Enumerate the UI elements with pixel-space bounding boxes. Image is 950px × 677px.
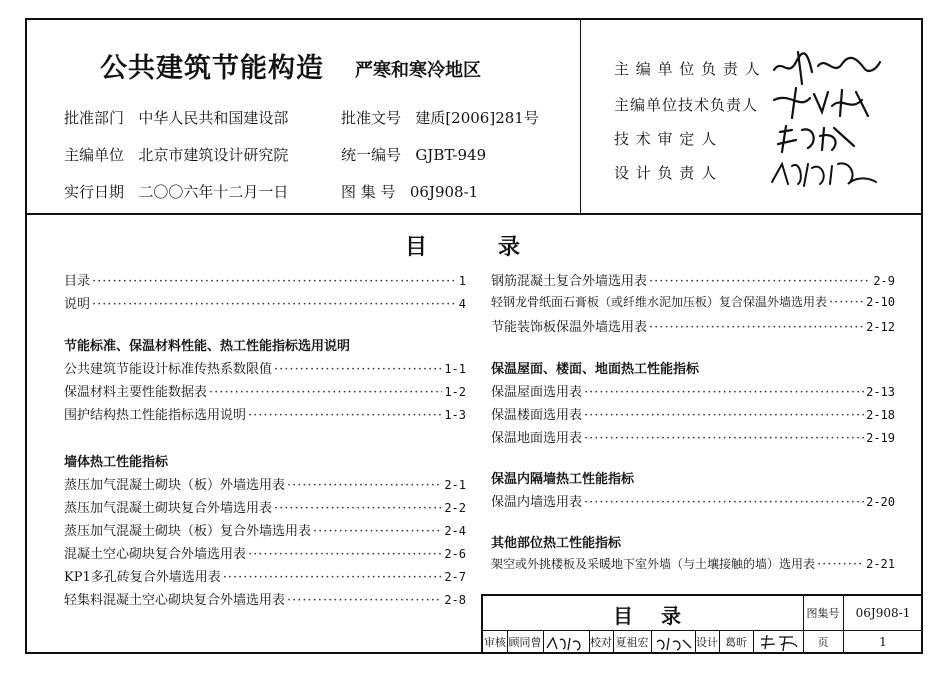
- role-design-name: 葛昕: [725, 636, 747, 649]
- toc-item[interactable]: KP1多孔砖复合外墙选用表 ····· 2-7: [64, 566, 466, 586]
- toc-item[interactable]: 保温材料主要性能数据表 ····· 1-2: [64, 381, 466, 401]
- toc-section-title: 墙体热工性能指标: [64, 455, 169, 470]
- atlas-no-label: 图集号: [806, 607, 840, 620]
- role-design-label: 设计: [696, 636, 718, 649]
- resp-chief-unit-head: 主 编 单 位 负 责 人: [614, 60, 761, 78]
- toc-section-title: 保温屋面、楼面、地面热工性能指标: [491, 362, 700, 377]
- signature-review: [545, 634, 587, 652]
- role-review-label: 审核: [484, 636, 506, 649]
- toc-heading-right: 录: [498, 235, 521, 260]
- meta-editor-unit: 主编单位 北京市建筑设计研究院: [64, 146, 289, 164]
- header-split-line: [580, 18, 581, 214]
- toc-section-title: 其他部位热工性能指标: [491, 536, 622, 551]
- title-block: [481, 594, 923, 654]
- resp-tech-reviewer: 技 术 审 定 人: [614, 130, 718, 148]
- meta-effective-date: 实行日期 二〇〇六年十二月一日: [64, 183, 289, 201]
- toc-item[interactable]: 目录 ····· 1: [64, 270, 466, 290]
- signature-tech-head: [770, 86, 880, 120]
- toc-item[interactable]: 轻钢龙骨纸面石膏板（或纤维水泥加压板）复合保温外墙选用表 ····· 2-10: [491, 293, 895, 313]
- toc-item[interactable]: 钢筋混凝土复合外墙选用表 ····· 2-9: [491, 270, 895, 290]
- toc-item[interactable]: 蒸压加气混凝土砌块复合外墙选用表 ····· 2-2: [64, 497, 466, 517]
- signature-design: [759, 633, 799, 653]
- toc-section-title: 节能标准、保温材料性能、热工性能指标选用说明: [64, 339, 351, 354]
- meta-unified-no: 统一编号 GJBT-949: [341, 146, 487, 164]
- toc-item[interactable]: 蒸压加气混凝土砌块（板）外墙选用表 ····· 2-1: [64, 474, 466, 494]
- role-check-label: 校对: [590, 636, 612, 649]
- meta-approval-no: 批准文号 建质[2006]281号: [341, 109, 539, 127]
- toc-item[interactable]: 保温地面选用表 ····· 2-19: [491, 427, 895, 447]
- resp-chief-tech-head: 主编单位技术负责人: [614, 96, 759, 114]
- atlas-subtitle: 严寒和寒冷地区: [355, 60, 481, 81]
- page-number: 1: [879, 635, 887, 649]
- page-label: 页: [817, 636, 829, 649]
- toc-item[interactable]: 轻集料混凝土空心砌块复合外墙选用表 ····· 2-8: [64, 589, 466, 609]
- title-block-name-left: 目: [613, 603, 633, 628]
- signature-check: [655, 634, 693, 652]
- role-review-name: 顾同曾: [508, 636, 542, 649]
- role-check-name: 夏祖宏: [615, 636, 649, 649]
- signature-reviewer: [774, 122, 864, 156]
- atlas-no-value: 06J908-1: [855, 606, 911, 620]
- title-block-name-right: 录: [661, 603, 681, 628]
- toc-item[interactable]: 架空或外挑楼板及采暖地下室外墙（与土壤接触的墙）选用表 ····· 2-21: [491, 555, 895, 575]
- signature-design-head: [768, 156, 883, 190]
- toc-item[interactable]: 混凝土空心砌块复合外墙选用表 ····· 2-6: [64, 543, 466, 563]
- toc-item[interactable]: 保温内墙选用表 ····· 2-20: [491, 491, 895, 511]
- toc-item[interactable]: 蒸压加气混凝土砌块（板）复合外墙选用表 ····· 2-4: [64, 520, 466, 540]
- toc-section-title: 保温内隔墙热工性能指标: [491, 472, 635, 487]
- meta-atlas-no: 图 集 号 06J908-1: [341, 183, 479, 201]
- toc-heading-left: 目: [405, 235, 428, 260]
- toc-item[interactable]: 节能装饰板保温外墙选用表 ····· 2-12: [491, 316, 895, 336]
- toc-item[interactable]: 公共建筑节能设计标准传热系数限值 ····· 1-1: [64, 358, 466, 378]
- resp-design-head: 设 计 负 责 人: [614, 164, 718, 182]
- atlas-title: 公共建筑节能构造: [100, 53, 324, 84]
- toc-item[interactable]: 保温楼面选用表 ····· 2-18: [491, 404, 895, 424]
- toc-item[interactable]: 保温屋面选用表 ····· 2-13: [491, 381, 895, 401]
- toc-item[interactable]: 围护结构热工性能指标选用说明 ····· 1-3: [64, 404, 466, 424]
- header-divider: [25, 213, 923, 215]
- signature-unit-head: [768, 48, 888, 88]
- toc-item[interactable]: 说明 ····· 4: [64, 293, 466, 313]
- meta-approval-dept: 批准部门 中华人民共和国建设部: [64, 109, 289, 127]
